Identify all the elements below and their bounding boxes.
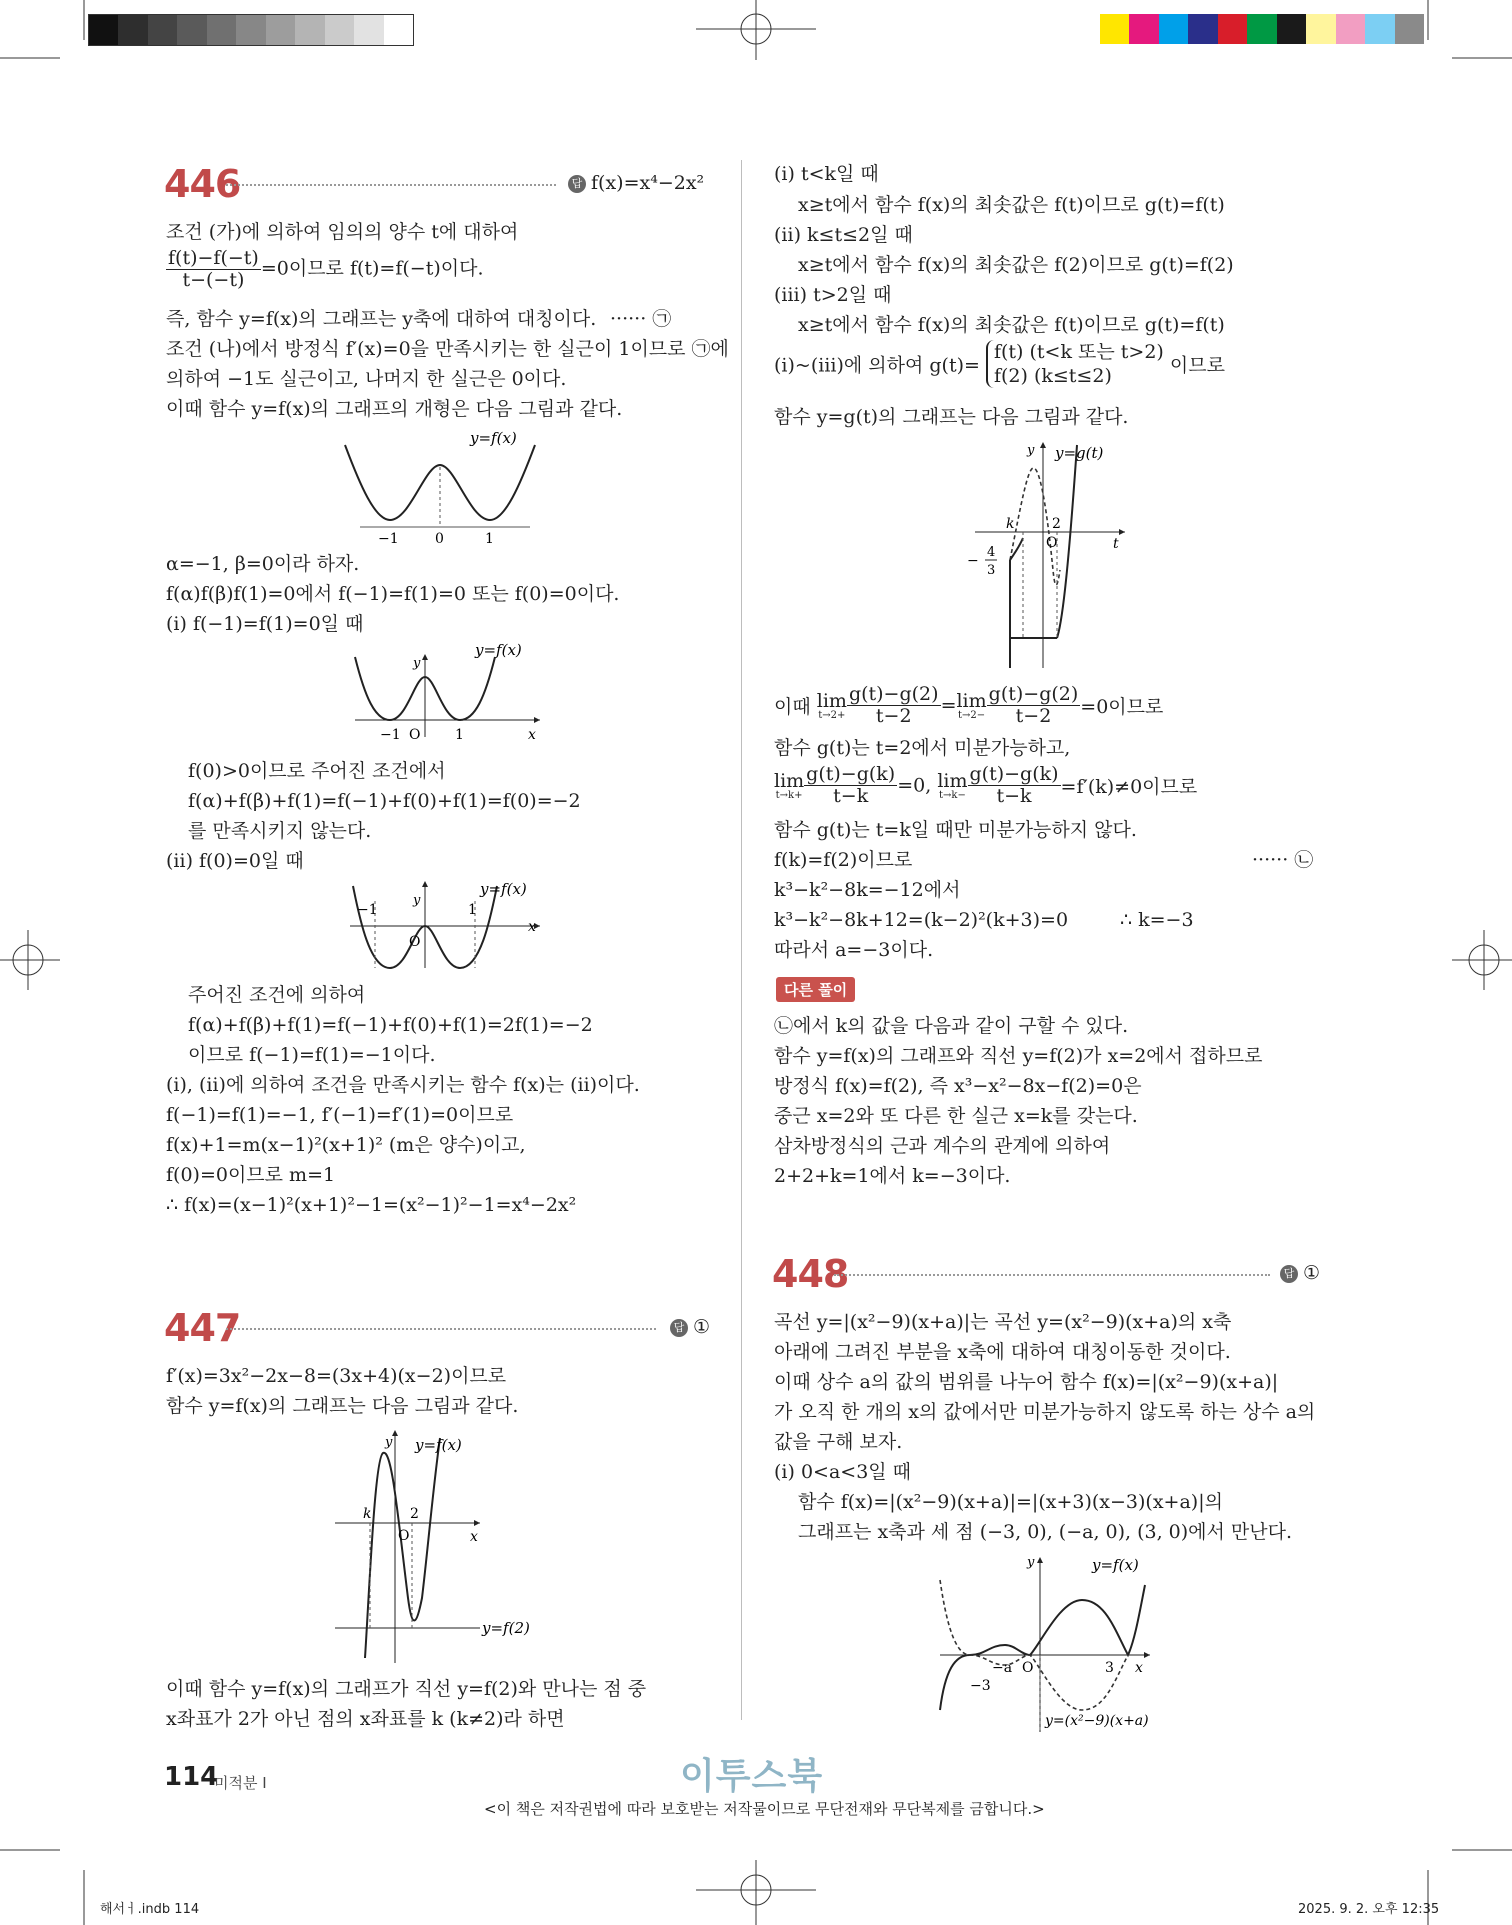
limit: lim t→2+ <box>816 689 847 721</box>
tick-label: −1 <box>357 902 378 918</box>
text-line: 이므로 f(−1)=f(1)=−1이다. <box>188 1044 436 1066</box>
cases-line: (ⅰ)~(ⅲ)에 의하여 g(t)= f(t) (t<k 또는 t>2) f(2) (k≤t≤2) 이므로 <box>774 341 1225 387</box>
text-line: 방정식 f(x)=f(2), 즉 x³−x²−8x−f(2)=0은 <box>774 1075 1142 1097</box>
cases-brace: f(t) (t<k 또는 t>2) f(2) (k≤t≤2) <box>986 340 1164 388</box>
fraction: $\frac{g(t)-g(2)}{t-2}$ <box>988 683 1079 727</box>
limit: lim t→k− <box>937 769 968 801</box>
tick-label: O <box>1046 535 1058 551</box>
text-line: 이때 상수 a의 값의 범위를 나누어 함수 f(x)=|(x²−9)(x+a)| <box>774 1371 1279 1393</box>
limit-line-1: 이때 lim t→2+ $\frac{g(t)-g(2)}{t-2}$ = lim t→2− $\frac{g(t)-g(2)}{t-2}$ =0이므로 <box>774 683 1164 727</box>
text-line: (ⅲ) t>2일 때 <box>774 284 892 306</box>
text-line: 함수 y=f(x)의 그래프와 직선 y=f(2)가 x=2에서 접하므로 <box>774 1045 1263 1067</box>
axis-label: t <box>1113 536 1119 552</box>
text-line: 함수 y=g(t)의 그래프는 다음 그림과 같다. <box>774 406 1129 428</box>
answer-446 <box>568 172 704 194</box>
limit: lim t→2− <box>956 689 987 721</box>
problem-number-448: 448 <box>772 1252 849 1296</box>
graph-label: y=f(2) <box>482 1619 530 1637</box>
text-line: ∴ k=−3 <box>1120 909 1194 931</box>
graph-label: y=f(x) <box>470 429 517 447</box>
text-line: ㉡에서 k의 값을 다음과 같이 구할 수 있다. <box>774 1015 1129 1037</box>
tick-label: 1 <box>455 727 464 743</box>
copyright-notice: <이 책은 저작권법에 따라 보호받는 저작물이므로 무단전재와 무단복제를 금합니다.> <box>484 1800 1045 1818</box>
text-line: f(α)+f(β)+f(1)=f(−1)+f(0)+f(1)=2f(1)=−2 <box>188 1014 593 1036</box>
text-line: 삼차방정식의 근과 계수의 관계에 의하여 <box>774 1135 1111 1157</box>
text-line: (ⅱ) k≤t≤2일 때 <box>774 224 913 246</box>
fraction: $\frac{g(t)-g(k)}{t-k}$ <box>806 763 896 807</box>
tick-label: 0 <box>435 531 444 545</box>
page-number: 114 <box>164 1762 219 1792</box>
axis-label: y <box>1027 443 1035 458</box>
text-line: 함수 g(t)는 t=k일 때만 미분가능하지 않다. <box>774 819 1137 841</box>
answer-text: ① <box>1303 1262 1321 1284</box>
graph-label: y=f(x) <box>1092 1556 1139 1574</box>
text-line: x좌표가 2가 아닌 점의 x좌표를 k (k≠2)라 하면 <box>166 1708 565 1730</box>
axis-label: x <box>470 1529 478 1545</box>
fraction-line: $\frac{f(t)-f(-t)}{t-(-t)}$ =0이므로 f(t)=f(−t)이다. <box>168 247 484 291</box>
answer-icon: 답 <box>568 175 586 193</box>
text-line: 이때 함수 y=f(x)의 그래프의 개형은 다음 그림과 같다. <box>166 398 623 420</box>
text-line: (ⅰ), (ⅱ)에 의하여 조건을 만족시키는 함수 f(x)는 (ⅱ)이다. <box>166 1074 640 1096</box>
tick-label: 1 <box>468 902 477 918</box>
text-line: ∴ f(x)=(x−1)²(x+1)²−1=(x²−1)²−1=x⁴−2x² <box>166 1194 577 1216</box>
tick-label: 3 <box>1105 1660 1114 1676</box>
tick-label: −a <box>992 1660 1013 1676</box>
text-line: (ⅰ) t<k일 때 <box>774 163 879 185</box>
answer-text: ① <box>693 1316 711 1338</box>
text-line: 2+2+k=1에서 k=−3이다. <box>774 1165 1011 1187</box>
text-line: 함수 f(x)=|(x²−9)(x+a)|=|(x+3)(x−3)(x+a)|의 <box>798 1491 1223 1513</box>
text-line: f(k)=f(2)이므로 <box>774 849 913 871</box>
alt-solution-badge: 다른 풀이 <box>776 977 855 1002</box>
publisher-logo: 이투스북 <box>680 1756 824 1797</box>
text-line: f(α)+f(β)+f(1)=f(−1)+f(0)+f(1)=f(0)=−2 <box>188 790 581 812</box>
leader-dots <box>834 1274 1270 1276</box>
marker-text: ······ ㉡ <box>1252 849 1314 871</box>
text-line: f(x)+1=m(x−1)²(x+1)² (m은 양수)이고, <box>166 1134 526 1156</box>
text-line: 따라서 a=−3이다. <box>774 939 934 961</box>
tick-label: 2 <box>410 1506 419 1522</box>
axis-label: y <box>413 656 421 671</box>
problem-number-446: 446 <box>164 162 241 206</box>
tick-label: 3 <box>987 563 996 578</box>
tick-label: −1 <box>378 531 399 545</box>
axis-label: y <box>385 1435 393 1450</box>
axis-label: y <box>413 893 421 908</box>
tick-label: −3 <box>970 1678 991 1694</box>
fraction: $\frac{g(t)-g(2)}{t-2}$ <box>848 683 939 727</box>
graph-label: y=(x²−9)(x+a) <box>1045 1713 1149 1729</box>
column-separator <box>741 160 742 1720</box>
graph-446-case1 <box>335 642 550 752</box>
text-line: 아래에 그려진 부분을 x축에 대하여 대칭이동한 것이다. <box>774 1341 1231 1363</box>
tick-label: 1 <box>485 531 494 545</box>
graph-label: y=f(x) <box>415 1436 462 1454</box>
text-line: 이때 함수 y=f(x)의 그래프가 직선 y=f(2)와 만나는 점 중 <box>166 1678 647 1700</box>
text-line: 값을 구해 보자. <box>774 1431 903 1453</box>
text-line: α=−1, β=0이라 하자. <box>166 553 360 575</box>
text-line: 중근 x=2와 또 다른 한 실근 x=k를 갖는다. <box>774 1105 1138 1127</box>
leader-dots <box>226 184 556 186</box>
text-line: f(α)f(β)f(1)=0에서 f(−1)=f(1)=0 또는 f(0)=0이다. <box>166 583 620 605</box>
marker-text: ······ ㉠ <box>610 308 672 330</box>
text-line: f(0)=0이므로 m=1 <box>166 1164 336 1186</box>
answer-icon: 답 <box>670 1319 688 1337</box>
graph-446-shape <box>330 425 550 545</box>
text-line: (ⅰ) f(−1)=f(1)=0일 때 <box>166 613 364 635</box>
text-line: x≥t에서 함수 f(x)의 최솟값은 f(2)이므로 g(t)=f(2) <box>798 254 1234 276</box>
leader-dots <box>226 1328 656 1330</box>
answer-text: f(x)=x⁴−2x² <box>591 172 705 194</box>
text-line: 조건 (가)에 의하여 임의의 양수 t에 대하여 <box>166 221 519 243</box>
limit-line-2: lim t→k+ $\frac{g(t)-g(k)}{t-k}$ =0, lim t→k− $\frac{g(t)-g(k)}{t-k}$ =f′(k)≠0이므로 <box>774 763 1198 807</box>
text-line: k³−k²−8k=−12에서 <box>774 879 961 901</box>
graph-446-case2 <box>335 876 550 976</box>
text-line: 그래프는 x축과 세 점 (−3, 0), (−a, 0), (3, 0)에서 만난다. <box>798 1521 1293 1543</box>
text-line: 곡선 y=|(x²−9)(x+a)|는 곡선 y=(x²−9)(x+a)의 x축 <box>774 1311 1232 1333</box>
text-line: 함수 y=f(x)의 그래프는 다음 그림과 같다. <box>166 1395 519 1417</box>
axis-label: x <box>528 919 536 935</box>
graph-448 <box>930 1550 1190 1735</box>
subject-name: 미적분 Ⅰ <box>214 1774 267 1792</box>
problem-number-447: 447 <box>164 1306 241 1350</box>
text-line: 가 오직 한 개의 x의 값에서만 미분가능하지 않도록 하는 상수 a의 <box>774 1401 1316 1423</box>
graph-g-t <box>965 440 1140 670</box>
tick-label: O <box>409 727 421 743</box>
text-line: x≥t에서 함수 f(x)의 최솟값은 f(t)이므로 g(t)=f(t) <box>798 314 1225 336</box>
text-line: k³−k²−8k+12=(k−2)²(k+3)=0 <box>774 909 1069 931</box>
graph-label: y=g(t) <box>1055 444 1104 462</box>
print-date: 2025. 9. 2. 오후 12:35 <box>1298 1902 1440 1917</box>
text-line: 즉, 함수 y=f(x)의 그래프는 y축에 대하여 대칭이다. <box>166 308 597 330</box>
text-line: 함수 g(t)는 t=2에서 미분가능하고, <box>774 737 1071 759</box>
tick-label: − <box>967 553 979 569</box>
tick-label: O <box>1022 1660 1034 1676</box>
tick-label: 4 <box>987 545 996 560</box>
text-line: (ⅱ) f(0)=0일 때 <box>166 850 304 872</box>
tick-label: O <box>409 934 421 950</box>
graph-447 <box>330 1428 550 1668</box>
limit: lim t→k+ <box>774 769 805 801</box>
graph-label: y=f(x) <box>475 642 522 659</box>
graph-label: y=f(x) <box>480 880 527 898</box>
file-info: 해서ㅓ.indb 114 <box>100 1902 200 1917</box>
axis-label: x <box>1135 1660 1143 1676</box>
text-line: 주어진 조건에 의하여 <box>188 984 366 1006</box>
text-line: 조건 (나)에서 방정식 f′(x)=0을 만족시키는 한 실근이 1이므로 ㉠에 <box>166 338 729 360</box>
text-line: f(−1)=f(1)=−1, f′(−1)=f′(1)=0이므로 <box>166 1104 514 1126</box>
text-line: x≥t에서 함수 f(x)의 최솟값은 f(t)이므로 g(t)=f(t) <box>798 194 1225 216</box>
tick-label: k <box>1006 516 1015 532</box>
tick-label: −1 <box>380 727 401 743</box>
tick-label: 2 <box>1052 516 1061 532</box>
text-line: f(0)>0이므로 주어진 조건에서 <box>188 760 446 782</box>
axis-label: x <box>528 727 536 743</box>
fraction: $\frac{g(t)-g(k)}{t-k}$ <box>969 763 1059 807</box>
text-line: 를 만족시키지 않는다. <box>188 820 372 842</box>
answer-447 <box>670 1316 710 1338</box>
tick-label: O <box>398 1528 410 1544</box>
answer-448 <box>1280 1262 1320 1284</box>
tick-label: k <box>363 1506 372 1522</box>
fraction: $\frac{f(t)-f(-t)}{t-(-t)}$ <box>168 247 259 291</box>
text-line: f′(x)=3x²−2x−8=(3x+4)(x−2)이므로 <box>166 1365 507 1387</box>
text-line: (ⅰ) 0<a<3일 때 <box>774 1461 912 1483</box>
axis-label: y <box>1027 1555 1035 1570</box>
text-line: 의하여 −1도 실근이고, 나머지 한 실근은 0이다. <box>166 368 567 390</box>
answer-icon: 답 <box>1280 1265 1298 1283</box>
